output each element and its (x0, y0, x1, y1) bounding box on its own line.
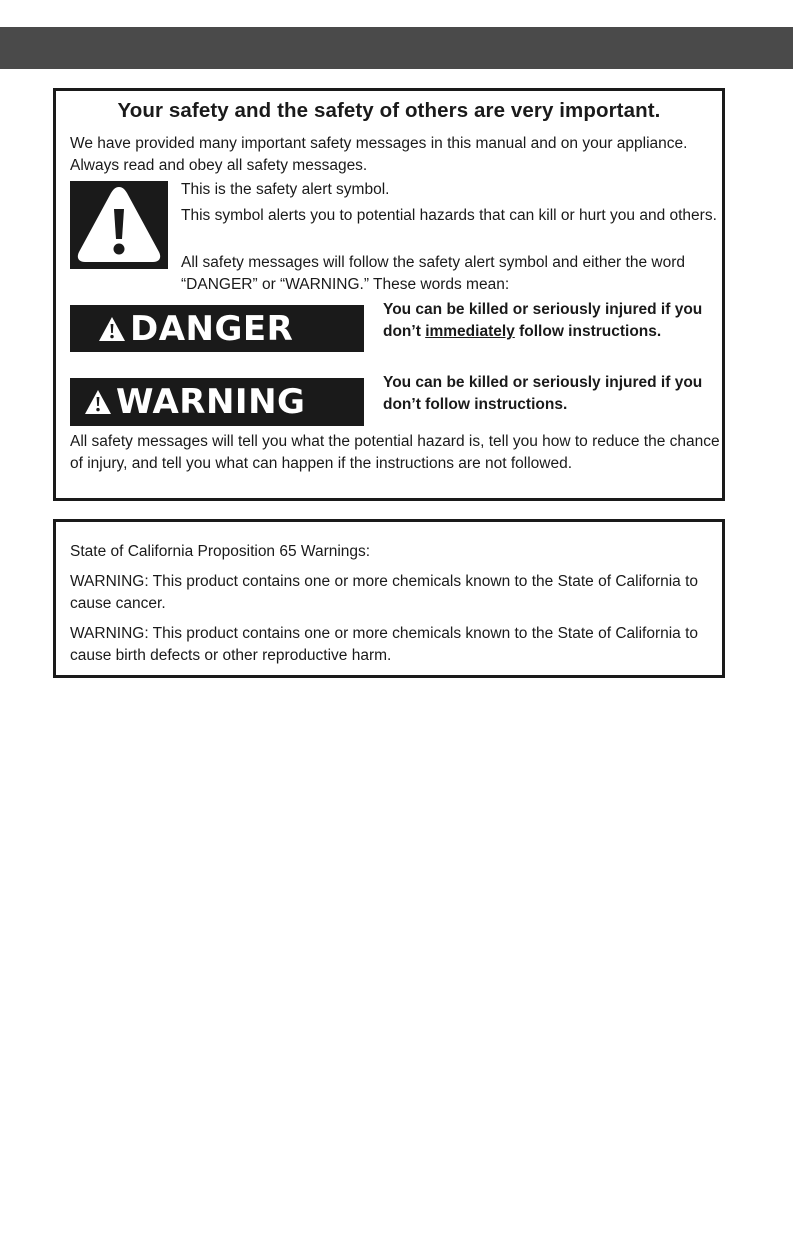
danger-desc-start: You can be killed or seriously injured if you don’t (383, 301, 703, 340)
safety-intro: We have provided many important safety messages in this manual and on your appliance. Always read and obey all safety messages. (70, 135, 688, 174)
danger-desc-emphasis: immediately (425, 323, 515, 340)
danger-banner (70, 305, 364, 352)
warning-description: You can be killed or seriously injured if you don’t follow instructions. (383, 374, 703, 413)
alert-symbol-line-1: This is the safety alert symbol. (181, 181, 390, 198)
header-bar (0, 27, 793, 69)
prop65-title: State of California Proposition 65 Warnings: (70, 543, 371, 560)
danger-description (383, 299, 718, 343)
warning-word: WARNING (116, 382, 306, 422)
danger-word: DANGER (130, 308, 294, 349)
prop65-cancer-warning: WARNING: This product contains one or more chemicals known to the State of California to cause cancer. (70, 573, 699, 612)
warning-alert-icon (84, 389, 112, 415)
warning-triangle-icon (70, 181, 168, 269)
safety-closing: All safety messages will tell you what the potential hazard is, tell you how to reduce the chance of injury, and tell you what can happen if the instructions are not followed. (70, 433, 720, 472)
safety-title: Your safety and the safety of others are very important. (117, 99, 661, 122)
prop65-reproductive-warning: WARNING: This product contains one or more chemicals known to the State of California to cause birth defects or other reproductive harm. (70, 625, 699, 664)
warning-banner (70, 378, 364, 426)
safety-notice-box (53, 88, 725, 501)
alert-symbol-line-2: This symbol alerts you to potential hazards that can kill or hurt you and others. (181, 207, 717, 224)
danger-desc-end: follow instructions. (514, 323, 662, 340)
prop65-box (53, 519, 725, 678)
alert-symbol-line-3: All safety messages will follow the safety alert symbol and either the word “DANGER” or “WARNING.” These words mean: (181, 254, 685, 293)
danger-alert-icon (98, 316, 126, 342)
